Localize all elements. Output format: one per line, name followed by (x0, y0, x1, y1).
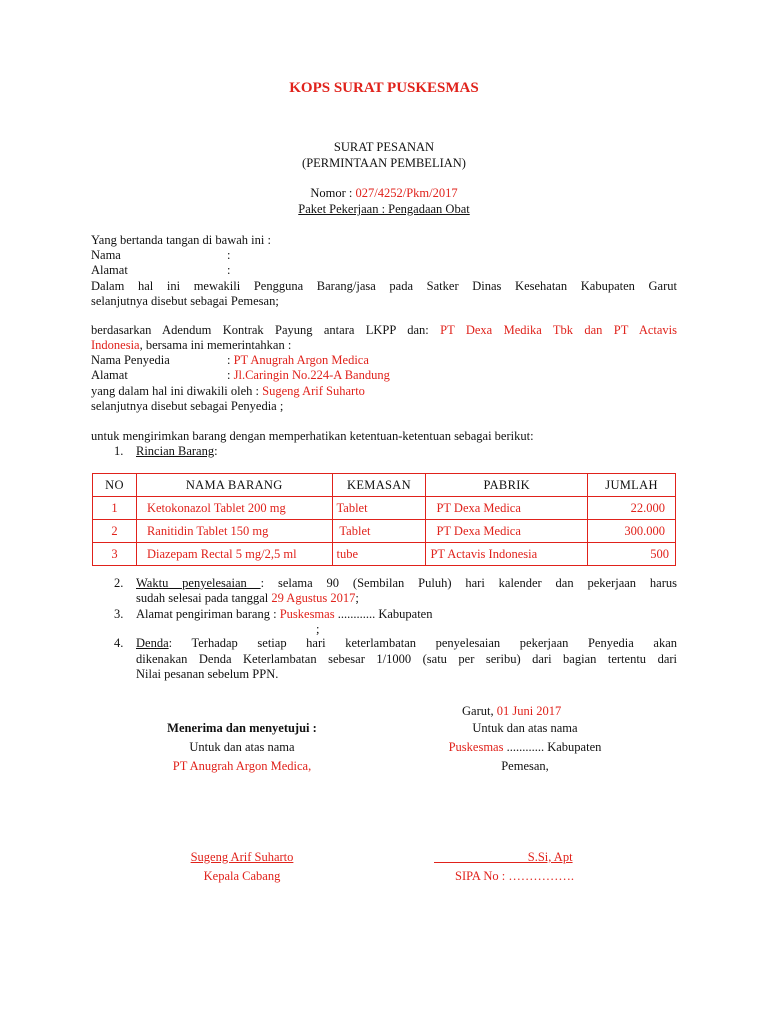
table-row (93, 520, 676, 543)
sign-left-name: Sugeng Arif Suharto (190, 850, 294, 864)
left-company: PT Anugrah Argon Medica, (172, 759, 312, 773)
header-nama-barang: NAMA BARANG (136, 474, 332, 497)
para2-line2-red: Indonesia (91, 338, 140, 352)
item3-num: 3. (114, 607, 124, 621)
item3-line2: ; (316, 622, 320, 636)
para1-line1: Dalam hal ini mewakili Pengguna Barang/jasa pada Satker Dinas Kesehatan Kabupaten Garut (91, 279, 677, 293)
garut-text: Garut, (462, 704, 497, 718)
cell-pabrik: PT Dexa Medica (426, 497, 588, 520)
penyedia-label: Nama Penyedia (91, 353, 170, 367)
cell-no: 1 (93, 497, 137, 520)
garut-date: 01 Juni 2017 (496, 704, 562, 718)
alamat2-value: Jl.Caringin No.224-A Bandung (233, 368, 390, 382)
item3-dots: ............ Kabupaten (334, 607, 433, 621)
cell-jumlah: 22.000 (588, 497, 676, 520)
item4-line1 (136, 636, 677, 651)
item1-label: Rincian Barang (136, 444, 215, 458)
para2-red: PT Dexa Medika Tbk dan PT Actavis (440, 323, 678, 337)
penyedia-colon: : (227, 353, 231, 367)
cell-kemasan: tube (332, 543, 426, 566)
nomor-label: Nomor : (310, 186, 356, 200)
alamat2-row (227, 368, 390, 383)
cell-nama-barang: Ranitidin Tablet 150 mg (136, 520, 332, 543)
right-puskesmas-line (375, 740, 675, 755)
item2-text: selama 90 (Sembilan Puluh) hari kalender dan pekerjaan harus (277, 576, 677, 590)
penyedia-row (227, 353, 369, 368)
header-pabrik: PABRIK (426, 474, 588, 497)
kirim-text: untuk mengirimkan barang dengan memperhatikan ketentuan-ketentuan sebagai berikut: (91, 429, 534, 443)
item1-colon: : (214, 444, 218, 458)
table-row (93, 543, 676, 566)
item2-line2: sudah selesai pada tanggal 29 Agustus 2017; (136, 591, 359, 605)
item3-puskesmas: Puskesmas (279, 607, 335, 621)
item4-line3: Nilai pesanan sebelum PPN. (136, 667, 279, 681)
right-atas-nama: Untuk dan atas nama (472, 721, 578, 735)
cell-no: 2 (93, 520, 137, 543)
item4-num: 4. (114, 636, 124, 650)
paket-pekerjaan: Paket Pekerjaan : Pengadaan Obat (298, 202, 470, 216)
garut-date-line (462, 704, 561, 719)
sign-right-sipa: SIPA No : ……………. (455, 869, 575, 883)
cell-pabrik: PT Actavis Indonesia (426, 543, 588, 566)
para2-line2 (91, 338, 291, 353)
item1-line (136, 444, 218, 459)
item2-line2-text: sudah selesai pada tanggal (136, 591, 272, 605)
alamat2-label: Alamat (91, 368, 128, 382)
alamat2-colon: : (227, 368, 231, 382)
wakil-value: Sugeng Arif Suharto (262, 384, 365, 398)
header-no: NO (93, 474, 137, 497)
item2-label: Waktu penyelesaian (136, 576, 261, 590)
cell-nama-barang: Ketokonazol Tablet 200 mg (136, 497, 332, 520)
right-dots: ............ Kabupaten (503, 740, 602, 754)
cell-kemasan: Tablet (332, 520, 426, 543)
penyedia-value: PT Anugrah Argon Medica (233, 353, 369, 367)
cell-kemasan: Tablet (332, 497, 426, 520)
alamat-colon: : (227, 263, 231, 277)
nomor-value: 027/4252/Pkm/2017 (355, 186, 458, 200)
item3-text: Alamat pengiriman barang : (136, 607, 280, 621)
left-atas-nama: Untuk dan atas nama (189, 740, 295, 754)
intro-text: Yang bertanda tangan di bawah ini : (91, 233, 271, 247)
item2-colon: : (260, 576, 265, 590)
para1-line2: selanjutnya disebut sebagai Pemesan; (91, 294, 279, 308)
nama-label: Nama (91, 248, 121, 262)
wakil-line (91, 384, 365, 399)
cell-jumlah: 500 (588, 543, 676, 566)
cell-jumlah: 300.000 (588, 520, 676, 543)
header-jumlah: JUMLAH (588, 474, 676, 497)
item4-line2: dikenakan Denda Keterlambatan sebesar 1/1000 (satu per seribu) dari bagian tertentu dari (136, 652, 677, 666)
item1-num: 1. (114, 444, 124, 458)
right-puskesmas: Puskesmas (448, 740, 504, 754)
table-header-row (93, 474, 676, 497)
title-surat-pesanan: SURAT PESANAN (333, 140, 435, 154)
table-row (93, 497, 676, 520)
para2-text: berdasarkan Adendum Kontrak Payung antara LKPP dan: (91, 323, 441, 337)
item3-line (136, 607, 432, 622)
item2-num: 2. (114, 576, 124, 590)
item4-label: Denda (136, 636, 169, 650)
cell-nama-barang: Diazepam Rectal 5 mg/2,5 ml (136, 543, 332, 566)
sign-left-title: Kepala Cabang (203, 869, 281, 883)
item2-date: 29 Agustus 2017 (271, 591, 356, 605)
nomor-line (0, 186, 768, 201)
right-pemesan: Pemesan, (501, 759, 549, 773)
penyedia-sebut: selanjutnya disebut sebagai Penyedia ; (91, 399, 284, 413)
sign-right-name: S.Si, Apt (434, 850, 573, 864)
para2-line2-text: , bersama ini memerintahkan : (139, 338, 292, 352)
cell-no: 3 (93, 543, 137, 566)
wakil-text: yang dalam hal ini diwakili oleh : (91, 384, 263, 398)
left-heading: Menerima dan menyetujui : (167, 721, 317, 735)
para2-line1 (91, 323, 677, 338)
item4-text: : Terhadap setiap hari keterlambatan penyelesaian pekerjaan Penyedia akan (168, 636, 677, 650)
rincian-barang-table (92, 473, 676, 566)
kop-surat: KOPS SURAT PUSKESMAS (289, 80, 479, 96)
cell-pabrik: PT Dexa Medica (426, 520, 588, 543)
nama-colon: : (227, 248, 231, 262)
title-permintaan: (PERMINTAAN PEMBELIAN) (302, 156, 466, 170)
item2-line1 (136, 576, 677, 591)
header-kemasan: KEMASAN (332, 474, 426, 497)
alamat-label: Alamat (91, 263, 128, 277)
